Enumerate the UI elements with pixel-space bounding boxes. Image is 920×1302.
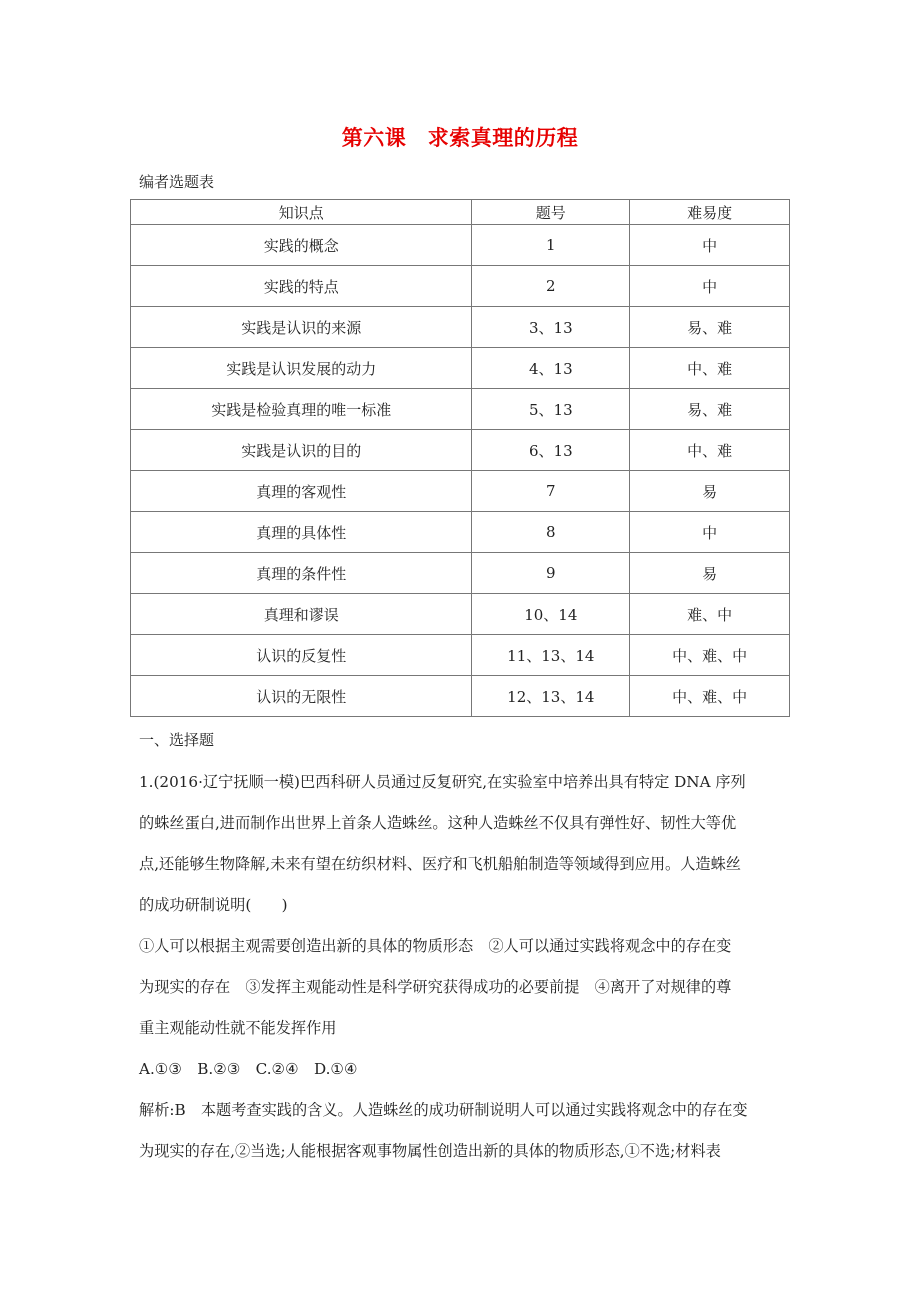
cell-knowledge-point: 实践是认识的来源	[131, 307, 472, 348]
cell-difficulty: 中	[630, 266, 790, 307]
table-row	[131, 676, 790, 717]
cell-knowledge-point: 实践是检验真理的唯一标准	[131, 389, 472, 430]
cell-knowledge-point: 认识的无限性	[131, 676, 472, 717]
cell-knowledge-point: 实践是认识发展的动力	[131, 348, 472, 389]
cell-difficulty: 中、难	[630, 348, 790, 389]
table-header-row	[131, 200, 790, 225]
table-row	[131, 430, 790, 471]
cell-difficulty: 中	[630, 225, 790, 266]
question-1-stem	[139, 762, 789, 926]
text-line: 1.(2016·辽宁抚顺一模)巴西科研人员通过反复研究,在实验室中培养出具有特定 DNA 序列	[139, 773, 746, 791]
text-line: 为现实的存在,②当选;人能根据客观事物属性创造出新的具体的物质形态,①不选;材料表	[139, 1142, 721, 1160]
table-caption: 编者选题表	[139, 173, 215, 191]
cell-difficulty: 难、中	[630, 594, 790, 635]
cell-knowledge-point: 实践的特点	[131, 266, 472, 307]
text-line: 重主观能动性就不能发挥作用	[139, 1019, 337, 1037]
cell-knowledge-point: 实践的概念	[131, 225, 472, 266]
cell-knowledge-point: 实践是认识的目的	[131, 430, 472, 471]
question-1-analysis	[139, 1090, 789, 1172]
cell-difficulty: 中、难、中	[630, 676, 790, 717]
cell-difficulty: 中、难、中	[630, 635, 790, 676]
cell-question-number: 12、13、14	[472, 676, 630, 717]
cell-difficulty: 易	[630, 471, 790, 512]
table-row	[131, 307, 790, 348]
table-row	[131, 512, 790, 553]
cell-difficulty: 中、难	[630, 430, 790, 471]
header-question-number: 题号	[472, 200, 630, 225]
cell-question-number: 9	[472, 553, 630, 594]
cell-difficulty: 易、难	[630, 307, 790, 348]
text-line: 解析:B 本题考查实践的含义。人造蛛丝的成功研制说明人可以通过实践将观念中的存在变	[139, 1101, 748, 1119]
cell-knowledge-point: 真理和谬误	[131, 594, 472, 635]
text-line: ①人可以根据主观需要创造出新的具体的物质形态 ②人可以通过实践将观念中的存在变	[139, 937, 732, 955]
cell-question-number: 10、14	[472, 594, 630, 635]
topic-selection-table	[130, 199, 790, 717]
text-line: 为现实的存在 ③发挥主观能动性是科学研究获得成功的必要前提 ④离开了对规律的尊	[139, 978, 732, 996]
table-row	[131, 553, 790, 594]
table-row	[131, 471, 790, 512]
question-1-choices: A.①③ B.②③ C.②④ D.①④	[139, 1060, 358, 1078]
table-row	[131, 594, 790, 635]
cell-difficulty: 易	[630, 553, 790, 594]
table-row	[131, 635, 790, 676]
page-title: 第六课 求索真理的历程	[341, 126, 579, 150]
cell-question-number: 11、13、14	[472, 635, 630, 676]
cell-question-number: 3、13	[472, 307, 630, 348]
table-row	[131, 266, 790, 307]
cell-difficulty: 易、难	[630, 389, 790, 430]
cell-knowledge-point: 认识的反复性	[131, 635, 472, 676]
header-difficulty: 难易度	[630, 200, 790, 225]
cell-question-number: 8	[472, 512, 630, 553]
section-heading: 一、选择题	[139, 731, 215, 749]
text-line: 的成功研制说明( )	[139, 896, 288, 914]
question-1-statements	[139, 926, 789, 1049]
cell-question-number: 7	[472, 471, 630, 512]
text-line: 的蛛丝蛋白,进而制作出世界上首条人造蛛丝。这种人造蛛丝不仅具有弹性好、韧性大等优	[139, 814, 737, 832]
cell-question-number: 6、13	[472, 430, 630, 471]
cell-question-number: 5、13	[472, 389, 630, 430]
cell-question-number: 2	[472, 266, 630, 307]
cell-question-number: 1	[472, 225, 630, 266]
table-row	[131, 389, 790, 430]
cell-knowledge-point: 真理的客观性	[131, 471, 472, 512]
header-knowledge-point: 知识点	[131, 200, 472, 225]
cell-knowledge-point: 真理的具体性	[131, 512, 472, 553]
table-row	[131, 225, 790, 266]
cell-question-number: 4、13	[472, 348, 630, 389]
cell-difficulty: 中	[630, 512, 790, 553]
cell-knowledge-point: 真理的条件性	[131, 553, 472, 594]
table-row	[131, 348, 790, 389]
text-line: 点,还能够生物降解,未来有望在纺织材料、医疗和飞机船舶制造等领域得到应用。人造蛛丝	[139, 855, 741, 873]
